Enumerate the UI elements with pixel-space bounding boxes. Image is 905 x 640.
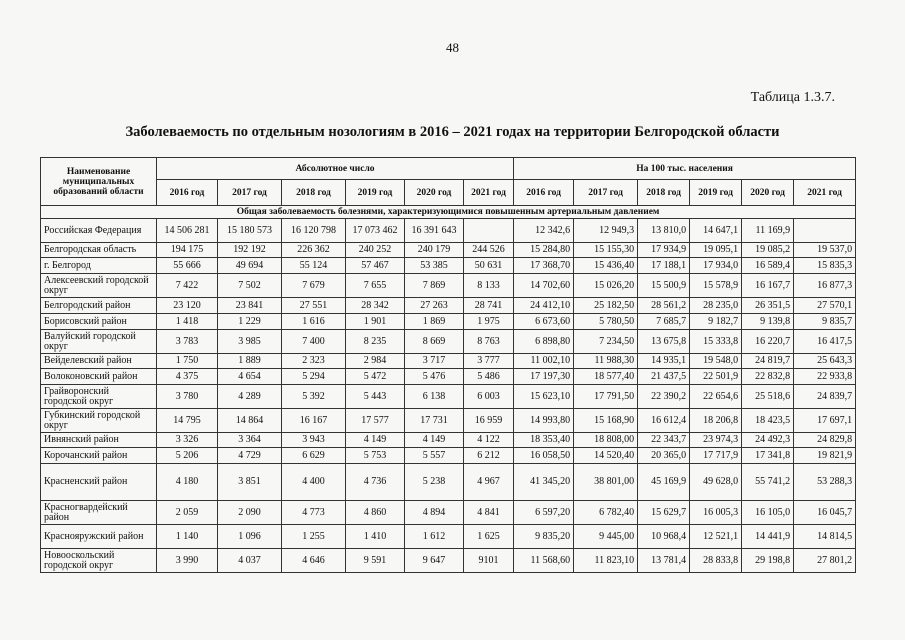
cell-rate: 15 623,10 xyxy=(514,385,574,409)
row-region-name: Новооскольский городской округ xyxy=(41,549,157,573)
cell-absolute: 1 625 xyxy=(464,525,514,549)
cell-rate: 41 345,20 xyxy=(514,464,574,501)
cell-absolute: 1 750 xyxy=(157,354,218,369)
cell-absolute: 4 149 xyxy=(346,433,405,448)
header-year: 2021 год xyxy=(464,180,514,206)
cell-rate: 22 501,9 xyxy=(690,369,742,385)
cell-rate: 16 167,7 xyxy=(742,274,794,298)
cell-rate: 20 365,0 xyxy=(638,448,690,464)
cell-rate: 15 629,7 xyxy=(638,501,690,525)
cell-rate: 14 441,9 xyxy=(742,525,794,549)
table-row xyxy=(41,448,856,464)
cell-absolute: 27 263 xyxy=(405,298,464,314)
cell-absolute: 4 841 xyxy=(464,501,514,525)
cell-rate: 16 589,4 xyxy=(742,258,794,274)
cell-absolute: 4 122 xyxy=(464,433,514,448)
cell-rate: 12 342,6 xyxy=(514,219,574,243)
header-year: 2018 год xyxy=(282,180,346,206)
cell-absolute: 53 385 xyxy=(405,258,464,274)
cell-absolute: 7 400 xyxy=(282,330,346,354)
row-region-name: Валуйский городской округ xyxy=(41,330,157,354)
table-row xyxy=(41,274,856,298)
row-region-name: Волоконовский район xyxy=(41,369,157,385)
cell-rate: 55 741,2 xyxy=(742,464,794,501)
cell-absolute: 7 422 xyxy=(157,274,218,298)
cell-absolute xyxy=(464,219,514,243)
header-year: 2020 год xyxy=(742,180,794,206)
cell-rate: 15 284,80 xyxy=(514,243,574,258)
cell-absolute: 8 133 xyxy=(464,274,514,298)
row-region-name: г. Белгород xyxy=(41,258,157,274)
page-number: 48 xyxy=(446,40,459,55)
cell-absolute: 14 795 xyxy=(157,409,218,433)
cell-rate: 15 500,9 xyxy=(638,274,690,298)
cell-rate: 18 206,8 xyxy=(690,409,742,433)
cell-absolute: 8 235 xyxy=(346,330,405,354)
cell-rate: 10 968,4 xyxy=(638,525,690,549)
cell-rate: 17 934,9 xyxy=(638,243,690,258)
cell-rate: 28 561,2 xyxy=(638,298,690,314)
cell-rate: 14 935,1 xyxy=(638,354,690,369)
cell-absolute: 16 959 xyxy=(464,409,514,433)
cell-absolute: 50 631 xyxy=(464,258,514,274)
cell-rate: 12 949,3 xyxy=(574,219,638,243)
cell-rate: 16 612,4 xyxy=(638,409,690,433)
cell-absolute: 5 557 xyxy=(405,448,464,464)
cell-absolute: 1 096 xyxy=(218,525,282,549)
cell-absolute: 1 616 xyxy=(282,314,346,330)
cell-rate: 9 835,7 xyxy=(794,314,856,330)
cell-rate: 14 702,60 xyxy=(514,274,574,298)
cell-rate: 9 445,00 xyxy=(574,525,638,549)
header-group-absolute: Абсолютное число xyxy=(157,158,514,180)
cell-absolute: 4 729 xyxy=(218,448,282,464)
table-row xyxy=(41,385,856,409)
cell-rate: 49 628,0 xyxy=(690,464,742,501)
cell-rate: 45 169,9 xyxy=(638,464,690,501)
cell-absolute: 8 669 xyxy=(405,330,464,354)
cell-absolute: 7 869 xyxy=(405,274,464,298)
cell-absolute: 2 323 xyxy=(282,354,346,369)
cell-rate: 23 974,3 xyxy=(690,433,742,448)
cell-absolute: 5 294 xyxy=(282,369,346,385)
cell-absolute: 8 763 xyxy=(464,330,514,354)
document-title: Заболеваемость по отдельным нозологиям в 2016 – 2021 годах на территории Белгородской области xyxy=(125,124,780,140)
row-region-name: Корочанский район xyxy=(41,448,157,464)
cell-absolute: 23 841 xyxy=(218,298,282,314)
cell-rate: 22 832,8 xyxy=(742,369,794,385)
cell-rate: 53 288,3 xyxy=(794,464,856,501)
cell-absolute: 7 655 xyxy=(346,274,405,298)
cell-rate: 22 654,6 xyxy=(690,385,742,409)
header-year: 2016 год xyxy=(157,180,218,206)
cell-rate: 14 520,40 xyxy=(574,448,638,464)
cell-rate: 16 417,5 xyxy=(794,330,856,354)
cell-absolute: 4 400 xyxy=(282,464,346,501)
table-row xyxy=(41,433,856,448)
cell-rate: 17 188,1 xyxy=(638,258,690,274)
table-row xyxy=(41,258,856,274)
cell-rate: 14 814,5 xyxy=(794,525,856,549)
cell-rate: 29 198,8 xyxy=(742,549,794,573)
cell-rate: 9 835,20 xyxy=(514,525,574,549)
cell-rate: 16 220,7 xyxy=(742,330,794,354)
cell-absolute: 1 410 xyxy=(346,525,405,549)
cell-rate: 16 058,50 xyxy=(514,448,574,464)
cell-rate: 6 673,60 xyxy=(514,314,574,330)
cell-absolute: 3 851 xyxy=(218,464,282,501)
table-row xyxy=(41,354,856,369)
cell-absolute: 5 238 xyxy=(405,464,464,501)
table-row xyxy=(41,369,856,385)
table-row xyxy=(41,525,856,549)
table-row xyxy=(41,501,856,525)
cell-rate: 22 933,8 xyxy=(794,369,856,385)
cell-rate: 38 801,00 xyxy=(574,464,638,501)
header-name-column: Наименование муниципальных образований области xyxy=(41,158,157,206)
cell-absolute: 16 167 xyxy=(282,409,346,433)
cell-absolute: 15 180 573 xyxy=(218,219,282,243)
cell-rate: 13 810,0 xyxy=(638,219,690,243)
cell-rate: 17 197,30 xyxy=(514,369,574,385)
cell-rate: 12 521,1 xyxy=(690,525,742,549)
cell-absolute: 4 736 xyxy=(346,464,405,501)
cell-rate: 7 685,7 xyxy=(638,314,690,330)
cell-absolute: 2 090 xyxy=(218,501,282,525)
cell-rate: 18 808,00 xyxy=(574,433,638,448)
cell-absolute: 4 860 xyxy=(346,501,405,525)
row-region-name: Краснояружский район xyxy=(41,525,157,549)
cell-absolute: 3 364 xyxy=(218,433,282,448)
row-region-name: Российская Федерация xyxy=(41,219,157,243)
cell-rate: 16 005,3 xyxy=(690,501,742,525)
cell-rate: 5 780,50 xyxy=(574,314,638,330)
cell-absolute: 55 666 xyxy=(157,258,218,274)
cell-absolute: 55 124 xyxy=(282,258,346,274)
row-region-name: Красногвардейский район xyxy=(41,501,157,525)
cell-rate: 24 819,7 xyxy=(742,354,794,369)
table-row xyxy=(41,298,856,314)
cell-absolute: 5 206 xyxy=(157,448,218,464)
cell-absolute: 5 392 xyxy=(282,385,346,409)
table-row xyxy=(41,464,856,501)
cell-rate: 27 801,2 xyxy=(794,549,856,573)
cell-absolute: 4 773 xyxy=(282,501,346,525)
cell-absolute: 7 502 xyxy=(218,274,282,298)
cell-absolute: 194 175 xyxy=(157,243,218,258)
cell-absolute: 1 255 xyxy=(282,525,346,549)
cell-rate: 15 835,3 xyxy=(794,258,856,274)
cell-absolute: 1 975 xyxy=(464,314,514,330)
cell-absolute: 4 037 xyxy=(218,549,282,573)
header-year: 2021 год xyxy=(794,180,856,206)
cell-absolute: 2 984 xyxy=(346,354,405,369)
cell-rate: 13 781,4 xyxy=(638,549,690,573)
cell-rate: 11 823,10 xyxy=(574,549,638,573)
header-year: 2017 год xyxy=(218,180,282,206)
cell-absolute: 3 990 xyxy=(157,549,218,573)
cell-absolute: 3 780 xyxy=(157,385,218,409)
row-region-name: Белгородская область xyxy=(41,243,157,258)
cell-absolute: 16 120 798 xyxy=(282,219,346,243)
cell-rate: 24 492,3 xyxy=(742,433,794,448)
table-row xyxy=(41,409,856,433)
cell-absolute: 4 646 xyxy=(282,549,346,573)
cell-rate: 14 647,1 xyxy=(690,219,742,243)
cell-absolute: 5 486 xyxy=(464,369,514,385)
cell-absolute: 3 783 xyxy=(157,330,218,354)
cell-rate: 15 026,20 xyxy=(574,274,638,298)
cell-rate: 9 139,8 xyxy=(742,314,794,330)
cell-absolute: 3 985 xyxy=(218,330,282,354)
cell-absolute: 6 138 xyxy=(405,385,464,409)
cell-absolute: 1 229 xyxy=(218,314,282,330)
cell-rate: 19 548,0 xyxy=(690,354,742,369)
cell-rate: 27 570,1 xyxy=(794,298,856,314)
cell-absolute: 49 694 xyxy=(218,258,282,274)
cell-absolute: 9 647 xyxy=(405,549,464,573)
cell-rate: 26 351,5 xyxy=(742,298,794,314)
cell-absolute: 3 326 xyxy=(157,433,218,448)
cell-rate: 6 898,80 xyxy=(514,330,574,354)
cell-rate: 17 934,0 xyxy=(690,258,742,274)
cell-absolute: 1 612 xyxy=(405,525,464,549)
cell-absolute: 14 864 xyxy=(218,409,282,433)
cell-rate: 22 390,2 xyxy=(638,385,690,409)
header-year: 2016 год xyxy=(514,180,574,206)
cell-rate: 21 437,5 xyxy=(638,369,690,385)
cell-rate: 11 568,60 xyxy=(514,549,574,573)
cell-absolute: 16 391 643 xyxy=(405,219,464,243)
cell-rate: 18 423,5 xyxy=(742,409,794,433)
cell-absolute: 9101 xyxy=(464,549,514,573)
cell-rate: 25 518,6 xyxy=(742,385,794,409)
cell-rate: 28 235,0 xyxy=(690,298,742,314)
cell-absolute: 9 591 xyxy=(346,549,405,573)
header-year: 2018 год xyxy=(638,180,690,206)
cell-absolute: 17 577 xyxy=(346,409,405,433)
cell-absolute: 6 003 xyxy=(464,385,514,409)
cell-rate: 16 045,7 xyxy=(794,501,856,525)
cell-rate: 15 168,90 xyxy=(574,409,638,433)
cell-rate: 6 597,20 xyxy=(514,501,574,525)
header-year: 2017 год xyxy=(574,180,638,206)
cell-absolute: 5 443 xyxy=(346,385,405,409)
cell-absolute: 2 059 xyxy=(157,501,218,525)
cell-absolute: 28 741 xyxy=(464,298,514,314)
row-region-name: Губкинский городской округ xyxy=(41,409,157,433)
cell-rate: 24 829,8 xyxy=(794,433,856,448)
cell-absolute: 7 679 xyxy=(282,274,346,298)
cell-absolute: 6 629 xyxy=(282,448,346,464)
cell-absolute: 3 717 xyxy=(405,354,464,369)
cell-rate: 6 782,40 xyxy=(574,501,638,525)
row-region-name: Красненский район xyxy=(41,464,157,501)
row-region-name: Ивнянский район xyxy=(41,433,157,448)
cell-absolute: 5 753 xyxy=(346,448,405,464)
cell-absolute: 1 869 xyxy=(405,314,464,330)
morbidity-table xyxy=(40,157,856,573)
cell-rate: 24 412,10 xyxy=(514,298,574,314)
table-row xyxy=(41,330,856,354)
cell-absolute: 5 476 xyxy=(405,369,464,385)
cell-rate: 7 234,50 xyxy=(574,330,638,354)
cell-rate: 19 085,2 xyxy=(742,243,794,258)
table-number: Таблица 1.3.7. xyxy=(750,90,835,105)
cell-rate: 25 182,50 xyxy=(574,298,638,314)
cell-absolute: 226 362 xyxy=(282,243,346,258)
cell-absolute: 4 894 xyxy=(405,501,464,525)
cell-absolute: 1 418 xyxy=(157,314,218,330)
cell-rate: 18 353,40 xyxy=(514,433,574,448)
cell-absolute: 4 967 xyxy=(464,464,514,501)
cell-rate: 17 717,9 xyxy=(690,448,742,464)
cell-rate: 11 169,9 xyxy=(742,219,794,243)
section-title: Общая заболеваемость болезнями, характеризующимися повышенным артериальным давлением xyxy=(41,206,856,219)
cell-rate: 17 341,8 xyxy=(742,448,794,464)
cell-absolute: 27 551 xyxy=(282,298,346,314)
cell-absolute: 240 179 xyxy=(405,243,464,258)
cell-absolute: 57 467 xyxy=(346,258,405,274)
cell-absolute: 244 526 xyxy=(464,243,514,258)
cell-rate: 19 095,1 xyxy=(690,243,742,258)
cell-absolute: 4 180 xyxy=(157,464,218,501)
cell-rate: 28 833,8 xyxy=(690,549,742,573)
table-header xyxy=(41,158,856,206)
cell-rate: 15 436,40 xyxy=(574,258,638,274)
cell-rate: 15 333,8 xyxy=(690,330,742,354)
cell-rate: 17 368,70 xyxy=(514,258,574,274)
table-row xyxy=(41,549,856,573)
cell-absolute: 17 073 462 xyxy=(346,219,405,243)
cell-absolute: 4 375 xyxy=(157,369,218,385)
row-region-name: Алексеевский городской округ xyxy=(41,274,157,298)
row-region-name: Грайворонский городской округ xyxy=(41,385,157,409)
cell-rate: 15 578,9 xyxy=(690,274,742,298)
cell-absolute: 4 654 xyxy=(218,369,282,385)
cell-absolute: 3 777 xyxy=(464,354,514,369)
cell-absolute: 17 731 xyxy=(405,409,464,433)
cell-absolute: 14 506 281 xyxy=(157,219,218,243)
cell-rate: 25 643,3 xyxy=(794,354,856,369)
cell-rate: 18 577,40 xyxy=(574,369,638,385)
cell-absolute: 4 149 xyxy=(405,433,464,448)
cell-absolute: 1 140 xyxy=(157,525,218,549)
cell-rate: 17 791,50 xyxy=(574,385,638,409)
row-region-name: Борисовский район xyxy=(41,314,157,330)
cell-absolute: 28 342 xyxy=(346,298,405,314)
cell-absolute: 3 943 xyxy=(282,433,346,448)
cell-rate: 11 988,30 xyxy=(574,354,638,369)
row-region-name: Белгородский район xyxy=(41,298,157,314)
cell-rate: 14 993,80 xyxy=(514,409,574,433)
cell-absolute: 1 889 xyxy=(218,354,282,369)
table-row xyxy=(41,219,856,243)
table-body xyxy=(41,206,856,573)
cell-absolute: 192 192 xyxy=(218,243,282,258)
header-year: 2019 год xyxy=(346,180,405,206)
header-year: 2020 год xyxy=(405,180,464,206)
cell-absolute: 1 901 xyxy=(346,314,405,330)
cell-rate xyxy=(794,219,856,243)
cell-rate: 24 839,7 xyxy=(794,385,856,409)
table-row xyxy=(41,314,856,330)
cell-rate: 16 105,0 xyxy=(742,501,794,525)
row-region-name: Вейделевский район xyxy=(41,354,157,369)
cell-rate: 22 343,7 xyxy=(638,433,690,448)
cell-absolute: 240 252 xyxy=(346,243,405,258)
cell-absolute: 23 120 xyxy=(157,298,218,314)
cell-rate: 13 675,8 xyxy=(638,330,690,354)
cell-rate: 15 155,30 xyxy=(574,243,638,258)
cell-absolute: 6 212 xyxy=(464,448,514,464)
cell-rate: 9 182,7 xyxy=(690,314,742,330)
cell-rate: 19 821,9 xyxy=(794,448,856,464)
cell-absolute: 4 289 xyxy=(218,385,282,409)
table-row xyxy=(41,243,856,258)
cell-rate: 16 877,3 xyxy=(794,274,856,298)
cell-rate: 17 697,1 xyxy=(794,409,856,433)
cell-rate: 11 002,10 xyxy=(514,354,574,369)
cell-absolute: 5 472 xyxy=(346,369,405,385)
header-group-rate: На 100 тыс. населения xyxy=(514,158,856,180)
header-year: 2019 год xyxy=(690,180,742,206)
cell-rate: 19 537,0 xyxy=(794,243,856,258)
